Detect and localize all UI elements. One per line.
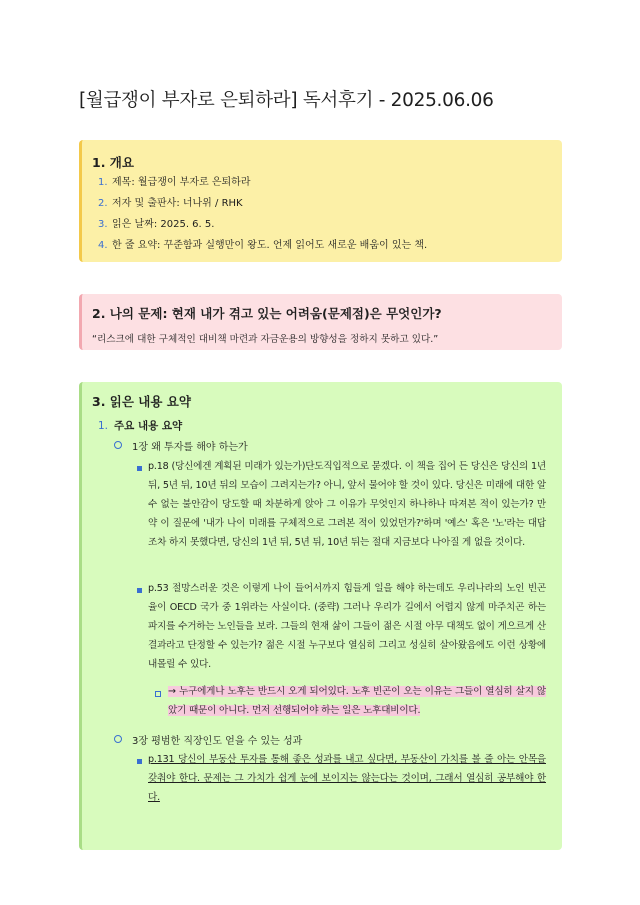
summary-heading: 3. 읽은 내용 요약 [92,394,191,409]
chapter-title: 1장 왜 투자를 해야 하는가 [132,442,248,453]
list-number: 3. [98,219,108,230]
underlined-quote: p.131 당신이 부동산 투자를 통해 좋은 성과를 내고 싶다면, 부동산이 가치를 볼 줄 아는 안목을 갖춰야 한다. 문제는 그 가치가 쉽게 눈에 보이지는 않는다는 것이며, 그래서 열심히 공부해야 한다. [148,754,546,803]
square-bullet-icon [137,588,142,593]
overview-item-text: 읽은 날짜: 2025. 6. 5. [112,219,215,230]
square-bullet-icon [137,759,142,764]
list-number: 1. [98,420,109,432]
overview-item-text: 저자 및 출판사: 너나위 / RHK [112,198,243,209]
overview-heading: 1. 개요 [92,155,134,170]
list-number: 1. [98,177,108,188]
chapter-item [114,438,248,453]
summary-subheading-text: 주요 내용 요약 [114,420,183,432]
circle-bullet-icon [114,441,122,449]
overview-callout [79,140,562,262]
problem-callout [79,294,562,350]
square-bullet-icon [155,691,161,697]
chapter-item [114,732,302,747]
problem-quote: “리스크에 대한 구체적인 대비책 마련과 자금운용의 방향성을 정하지 못하고 있다.” [92,334,439,345]
list-number: 4. [98,240,108,251]
problem-heading: 2. 나의 문제: 현재 내가 겪고 있는 어려움(문제점)은 무엇인가? [92,306,442,321]
quote-p131 [148,750,546,807]
summary-callout [79,382,562,850]
overview-item [82,239,427,260]
square-bullet-icon [137,466,142,471]
circle-bullet-icon [114,735,122,743]
note-p53 [168,682,546,720]
summary-subheading [98,418,182,433]
highlighted-note: → 누구에게나 노후는 반드시 오게 되어있다. 노후 빈곤이 오는 이유는 그들이 열심히 살지 않았기 때문이 아니다. 먼저 선행되어야 하는 일은 노후대비이다. [168,686,546,716]
overview-item-text: 한 줄 요약: 꾸준함과 실행만이 왕도. 언제 읽어도 새로운 배움이 있는 책. [112,240,428,251]
quote-p53: p.53 절망스러운 것은 이렇게 나이 들어서까지 힘들게 일을 해야 하는데도 우리나라의 노인 빈곤율이 OECD 국가 중 1위라는 사실이다. (중략) 그러나 우리가 길에서 어렵지 않게 마주치곤 하는 파지를 수거하는 노인들을 보라. 그들의 현재 삶이 그들이 젊은 시절 아무 대책도 없이 게으르게 산 결과라고 단정할 수 있는가? 젊은 시절 누구보다 열심히 그리고 성실히 살아왔음에도 이런 상황에 내몰릴 수 있다. [148,583,546,670]
page-title: [월급쟁이 부자로 은퇴하라] 독서후기 - 2025.06.06 [79,90,494,111]
chapter-title: 3장 평범한 직장인도 얻을 수 있는 성과 [132,736,303,747]
list-number: 2. [98,198,108,209]
quote-p18: p.18 (당신에겐 계획된 미래가 있는가)단도직입적으로 묻겠다. 이 책을 집어 든 당신은 당신의 1년 뒤, 5년 뒤, 10년 뒤의 모습이 그려지는가? 아니, 앞서 물어야 할 것이 있다. 당신은 미래에 대한 알 수 없는 불안감이 당도할 때 차분하게 앉아 그 이유가 무엇인지 하나하나 따져본 적이 있는가? 만약 이 질문에 '내가 나이 미래를 구체적으로 그려본 적이 있었던가?'하며 '예스' 혹은 '노'라는 대답조차 하지 못했다면, 당신의 1년 뒤, 5년 뒤, 10년 뒤는 절대 지금보다 나아질 게 없을 것이다. [148,461,546,548]
overview-item [82,197,427,218]
overview-item-text: 제목: 월급쟁이 부자로 은퇴하라 [112,177,251,188]
overview-list [82,176,427,260]
overview-item [82,176,427,197]
overview-item [82,218,427,239]
